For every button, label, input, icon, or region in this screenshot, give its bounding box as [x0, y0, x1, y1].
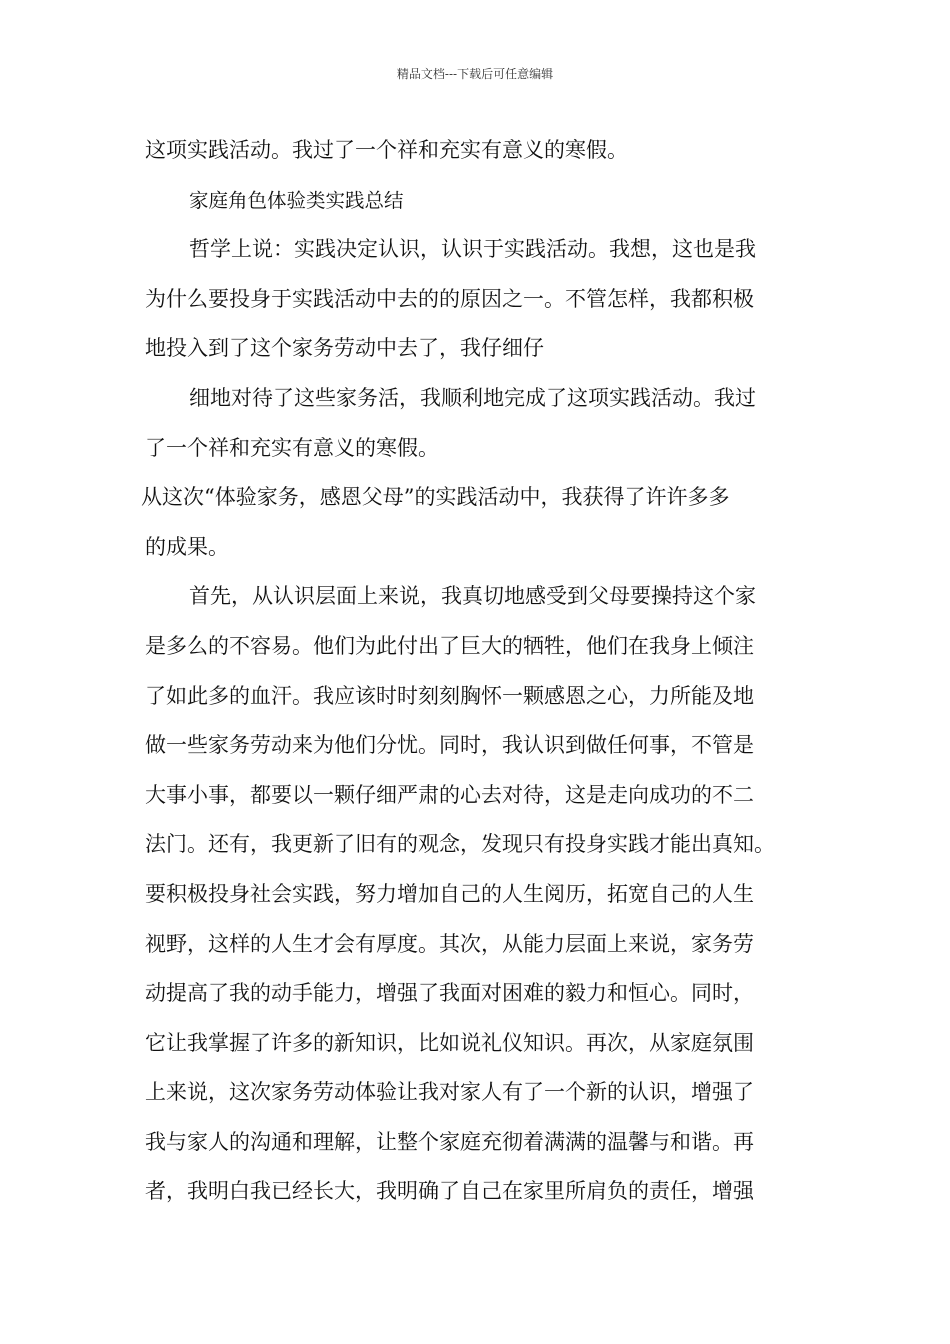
text-line: 了一个祥和充实有意义的寒假。 — [145, 435, 439, 460]
page-header: 精品文档---下载后可任意编辑 — [396, 67, 554, 81]
text-line: 从这次“体验家务，感恩父母”的实践活动中，我获得了许许多多 — [141, 485, 730, 510]
text-line: 地投入到了这个家务劳动中去了，我仔细仔 — [145, 336, 544, 361]
text-line: 动提高了我的动手能力，增强了我面对困难的毅力和恒心。同时， — [145, 981, 754, 1006]
text-line: 了如此多的血汗。我应该时时刻刻胸怀一颗感恩之心，力所能及地 — [145, 683, 754, 708]
text-line: 哲学上说：实践决定认识，认识于实践活动。我想，这也是我 — [189, 237, 756, 262]
text-line: 做一些家务劳动来为他们分忧。同时，我认识到做任何事，不管是 — [145, 733, 754, 758]
text-line: 为什么要投身于实践活动中去的的原因之一。不管怎样，我都积极 — [145, 286, 754, 311]
text-line: 细地对待了这些家务活，我顺利地完成了这项实践活动。我过 — [189, 385, 756, 410]
text-line: 我与家人的沟通和理解，让整个家庭充彻着满满的温馨与和谐。再 — [145, 1129, 754, 1154]
document-body — [141, 126, 815, 1217]
text-line: 者，我明白我已经长大，我明确了自己在家里所肩负的责任，增强 — [145, 1179, 754, 1204]
text-line: 这项实践活动。我过了一个祥和充实有意义的寒假。 — [145, 138, 628, 162]
text-line: 首先，从认识层面上来说，我真切地感受到父母要操持这个家 — [189, 584, 756, 609]
text-line: 视野，这样的人生才会有厚度。其次，从能力层面上来说，家务劳 — [145, 931, 754, 956]
text-line: 它让我掌握了许多的新知识，比如说礼仪知识。再次，从家庭氛围 — [145, 1030, 754, 1055]
text-line: 的成果。 — [145, 534, 229, 559]
text-line: 要积极投身社会实践，努力增加自己的人生阅历，拓宽自己的人生 — [145, 881, 754, 906]
text-line: 大事小事，都要以一颗仔细严肃的心去对待，这是走向成功的不二 — [145, 782, 754, 807]
text-line: 是多么的不容易。他们为此付出了巨大的牺牲，他们在我身上倾注 — [145, 633, 754, 658]
text-line: 法门。还有，我更新了旧有的观念，发现只有投身实践才能出真知。 — [145, 832, 775, 857]
text-line: 上来说，这次家务劳动体验让我对家人有了一个新的认识，增强了 — [145, 1080, 754, 1105]
section-heading: 家庭角色体验类实践总结 — [189, 188, 404, 212]
